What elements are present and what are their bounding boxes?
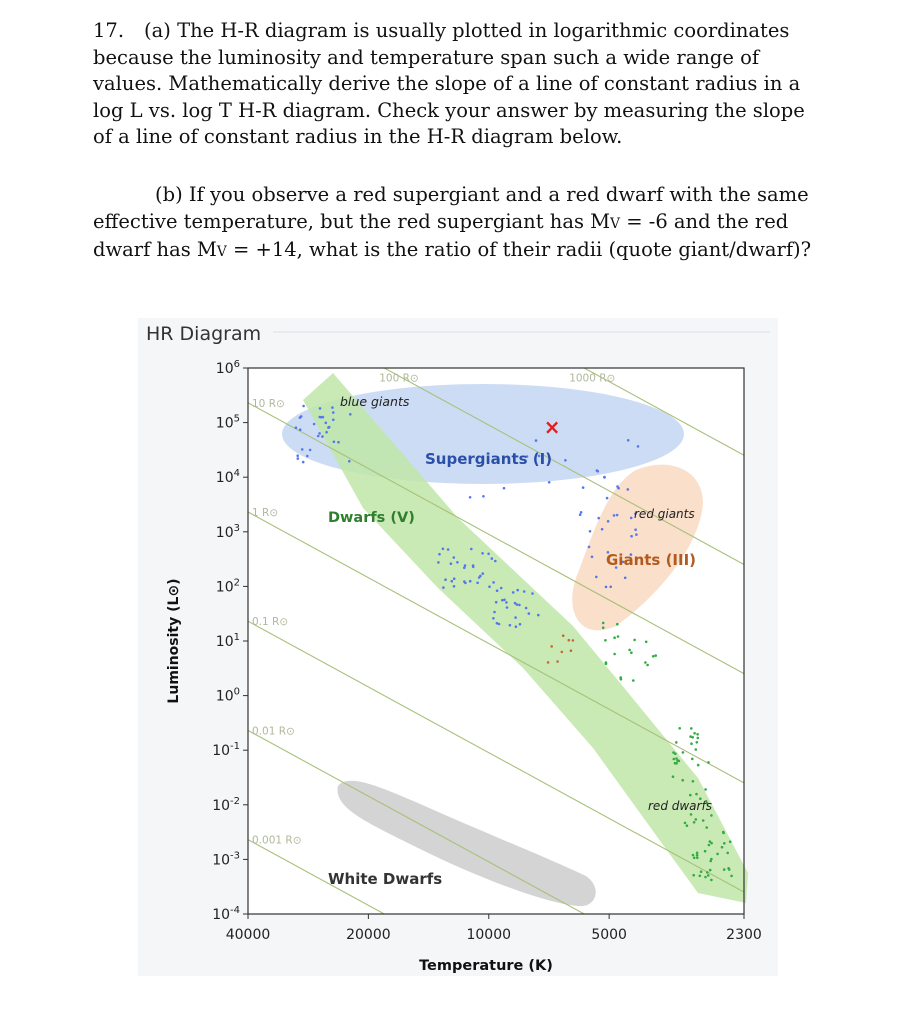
star-dot [348,460,351,463]
star-dot [464,564,467,567]
star-dot [442,548,445,551]
star-dot [697,764,700,767]
star-dot [505,601,508,604]
star-dot [635,533,638,536]
star-dot [479,575,482,578]
radius-line-label: 100 R⊙ [379,372,419,385]
star-dot [531,592,534,595]
star-dot [328,426,331,429]
star-dot [630,535,633,538]
star-dot [632,679,635,682]
radius-line-label: 0.1 R⊙ [252,616,289,629]
part-a-line: values. Mathematically derive the slope of a line of constant radius in a [93,72,801,95]
y-tick-label: $10^4$ [215,468,240,487]
star-dot [709,840,712,843]
part-b-line: effective temperature, but the red supergiant has M [93,209,611,233]
star-dot [501,599,504,602]
part-b-line: = -6 and the red [620,209,789,233]
star-dot [646,664,649,667]
star-dot [616,623,619,626]
star-dot [644,661,647,664]
star-dot [309,449,312,452]
part-a-line: of a line of constant radius in the H-R diagram below. [93,125,623,148]
star-dot [588,546,591,549]
star-dot [721,846,724,849]
y-tick-label: $10^0$ [215,686,240,705]
star-dot [630,517,633,520]
star-dot [476,582,479,585]
star-dot [709,869,712,872]
star-dot [730,875,733,878]
star-dot [605,661,608,664]
star-dot [726,852,729,855]
star-dot [602,626,605,629]
star-dot [438,553,441,556]
star-dot [572,639,575,642]
star-dot [617,487,620,490]
star-dot [453,556,456,559]
star-dot [331,406,334,409]
y-tick-label: $10^{-2}$ [212,795,240,814]
y-tick-label: $10^{-1}$ [212,741,240,760]
star-dot [442,586,445,589]
star-dot [506,606,509,609]
star-dot [450,562,453,565]
star-dot [704,788,707,791]
star-dot [296,454,299,457]
star-dot [493,611,496,614]
star-dot [716,853,719,856]
problem-part-a [93,18,828,151]
star-dot [613,514,616,517]
star-dot [728,868,731,871]
star-dot [481,552,484,555]
radius-line-label: 1 R⊙ [252,506,279,519]
star-dot [690,742,693,745]
star-dot [349,413,352,416]
star-dot [300,415,303,418]
star-dot [509,624,512,627]
star-dot [568,639,571,642]
part-b-line: If you observe a red supergiant and a red dwarf with the same [188,183,809,206]
star-dot [512,591,515,594]
star-dot [453,585,456,588]
star-dot [630,651,633,654]
star-dot [693,821,696,824]
star-dot [492,581,495,584]
star-dot [548,481,551,484]
star-dot [518,604,521,607]
hr-diagram-chart [138,318,778,976]
x-tick-label: 20000 [346,927,391,943]
star-dot [723,842,726,845]
star-dot [704,850,707,853]
star-dot [708,844,711,847]
star-dot [710,814,713,817]
star-dot [582,486,585,489]
y-axis-label: Luminosity (L⊙) [166,578,182,704]
star-dot [535,439,538,442]
star-dot [464,582,467,585]
star-dot [613,653,616,656]
star-dot [705,826,708,829]
star-dot [675,762,678,765]
star-dot [601,528,604,531]
star-dot [516,589,519,592]
star-dot [652,655,655,658]
star-dot [453,577,456,580]
star-dot [325,422,328,425]
subscript: V [610,215,620,232]
star-dot [682,751,685,754]
star-dot [491,557,494,560]
star-dot [550,645,553,648]
star-dot [696,741,699,744]
star-dot [709,860,712,863]
star-dot [332,419,335,422]
star-dot [580,511,583,514]
star-dot [693,732,696,735]
giants-label: Giants (III) [606,551,697,569]
star-dot [463,567,466,570]
star-dot [503,487,506,490]
star-dot [696,857,699,860]
star-dot [525,607,528,610]
star-dot [684,822,687,825]
red-dwarfs-label: red dwarfs [648,799,712,813]
star-dot [494,560,497,563]
supergiants-label: Supergiants (I) [425,450,553,468]
y-tick-label: $10^6$ [215,359,240,377]
y-tick-label: $10^{-3}$ [212,850,240,869]
star-dot [469,496,472,499]
star-dot [564,459,567,462]
star-dot [332,411,335,414]
star-dot [707,761,710,764]
star-dot [319,407,322,410]
star-dot [302,461,305,464]
star-dot [602,622,605,625]
star-dot [675,741,678,744]
star-dot [699,875,702,878]
star-dot [313,423,316,426]
star-dot [627,488,630,491]
star-dot [487,553,490,556]
star-dot [676,760,679,763]
star-dot [597,517,600,520]
star-dot [591,556,594,559]
star-dot [692,780,695,783]
star-dot [523,590,526,593]
star-dot [702,819,705,822]
star-dot [637,445,640,448]
star-dot [295,426,298,429]
star-dot [692,874,695,877]
x-tick-label: 10000 [466,927,512,943]
star-dot [692,854,695,857]
star-dot [562,634,565,637]
star-dot [627,439,630,442]
blue-giants-label: blue giants [340,394,410,409]
radius-line-label: 1000 R⊙ [569,372,616,385]
star-dot [691,758,694,761]
star-dot [723,868,726,871]
star-dot [570,649,573,652]
star-dot [634,528,637,531]
star-dot [451,580,454,583]
y-tick-label: $10^2$ [215,577,240,596]
part-b-line: = +14, what is the ratio of their radii (quote giant/dwarf)? [226,238,812,261]
star-dot [696,854,699,857]
y-tick-label: $10^1$ [215,632,240,650]
y-tick-label: $10^3$ [215,522,240,541]
star-dot [519,623,522,626]
star-dot [321,435,324,438]
star-dot [492,617,495,620]
part-a-line: because the luminosity and temperature span such a wide range of [93,45,760,69]
star-dot [628,649,631,652]
y-tick-label: $10^5$ [215,413,240,432]
star-dot [456,561,459,564]
star-dot [710,879,713,882]
star-dot [605,586,608,589]
star-dot [609,586,612,589]
star-dot [514,602,517,605]
star-dot [695,748,698,751]
star-dot [604,639,607,642]
dwarfs-label: Dwarfs (V) [328,510,415,526]
star-dot [700,870,703,873]
x-tick-label: 5000 [591,927,627,943]
star-dot [704,876,707,879]
radius-line-label: 0.001 R⊙ [252,834,302,847]
star-dot [606,497,609,500]
star-dot [681,779,684,782]
part-a-label: (a) [144,19,171,42]
part-b-line: dwarf has M [93,238,217,261]
star-dot [689,794,692,797]
star-dot [633,639,636,642]
star-dot [696,733,699,736]
star-dot [693,857,696,860]
star-dot [722,832,725,835]
star-dot [299,428,302,431]
x-axis-label: Temperature (K) [419,958,553,974]
x-tick-label: 2300 [726,927,762,943]
star-dot [469,580,472,583]
star-dot [624,577,627,580]
star-dot [691,736,694,739]
radius-line-label: 0.01 R⊙ [252,725,295,738]
target-star-marker: × [543,415,561,440]
star-dot [695,818,698,821]
star-dot [607,520,610,523]
star-dot [498,623,501,626]
star-dot [690,727,693,730]
subscript: V [216,244,227,260]
star-dot [619,676,622,679]
star-dot [589,530,592,533]
star-dot [514,616,517,619]
star-dot [556,660,559,663]
red-giants-label: red giants [634,507,695,521]
problem-number: 17. [93,19,125,42]
star-dot [444,578,447,581]
star-dot [695,793,698,796]
star-dot [496,589,499,592]
star-dot [482,495,485,498]
star-dot [672,775,675,778]
star-dot [495,601,498,604]
star-dot [729,840,732,843]
star-dot [437,561,440,564]
star-dot [673,758,676,761]
star-dot [317,435,320,438]
star-dot [597,470,600,473]
star-dot [472,566,475,569]
star-dot [470,548,473,551]
star-dot [515,625,518,628]
star-dot [482,572,485,575]
star-dot [337,441,340,444]
star-dot [297,457,300,460]
star-dot [306,455,309,458]
star-dot [333,441,336,444]
star-dot [645,641,648,644]
star-dot [503,599,506,602]
star-dot [320,416,323,419]
star-dot [686,824,689,827]
star-dot [301,448,304,451]
star-dot [595,576,598,579]
star-dot [697,737,700,740]
part-a-line: log L vs. log T H-R diagram. Check your answer by measuring the slope [93,98,805,122]
star-dot [579,513,582,516]
star-dot [690,813,693,816]
y-tick-label: $10^{-4}$ [212,905,240,923]
radius-line-label: 10 R⊙ [252,397,285,410]
star-dot [500,587,503,590]
star-dot [617,635,620,638]
star-dot [696,852,699,855]
problem-part-b [93,182,828,266]
star-dot [537,614,540,617]
star-dot [325,431,328,434]
hr-diagram-figure [138,318,778,976]
star-dot [603,476,606,479]
star-dot [654,654,657,657]
star-dot [447,548,450,551]
star-dot [488,585,491,588]
star-dot [561,651,564,654]
star-dot [674,752,677,755]
star-dot [707,874,710,877]
star-dot [547,661,550,664]
star-dot [302,405,305,408]
star-dot [613,636,616,639]
part-a-line: The H-R diagram is usually plotted in logarithmic coordinates [177,19,790,42]
star-dot [318,432,321,435]
star-dot [706,871,709,874]
star-dot [528,612,531,615]
white-dwarfs-label: White Dwarfs [328,870,443,888]
x-tick-label: 40000 [225,927,271,943]
part-b-label: (b) [155,183,183,206]
chart-title: HR Diagram [146,323,262,345]
star-dot [616,514,619,517]
star-dot [678,727,681,730]
